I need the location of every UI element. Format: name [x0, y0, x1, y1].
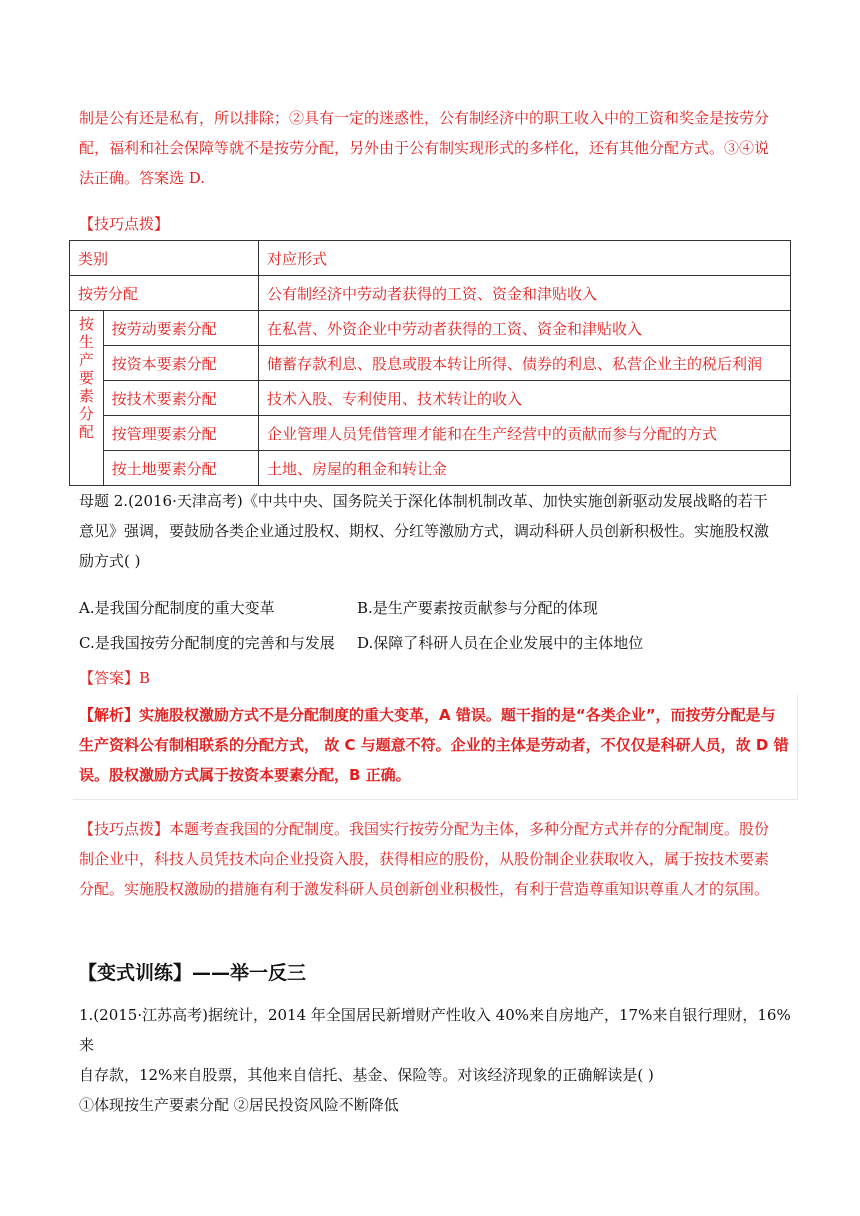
tips-line: 制企业中，科技人员凭技术向企业投资入股，获得相应的股份，从股份制企业获取收入，属于按技术要素 — [79, 850, 770, 868]
table-cell-category: 按管理要素分配 — [103, 416, 258, 451]
question-line: 母题 2.(2016·天津高考)《中共中央、国务院关于深化体制机制改革、加快实施创新驱动发展战略的若干 — [79, 492, 768, 510]
option-a: A.是我国分配制度的重大变革 — [79, 599, 275, 617]
option-d: D.保障了科研人员在企业发展中的主体地位 — [357, 634, 644, 652]
table-cell-form: 公有制经济中劳动者获得的工资、资金和津贴收入 — [259, 276, 791, 311]
question-line: 自存款，12%来自股票，其他来自信托、基金、保险等。对该经济现象的正确解读是( ) — [79, 1066, 654, 1084]
table-row — [70, 276, 791, 311]
intro-line: 配，福利和社会保障等就不是按劳分配，另外由于公有制实现形式的多样化，还有其他分配方式。③④说 — [79, 139, 770, 157]
table-cell-form: 储蓄存款利息、股息或股本转让所得、债券的利息、私营企业主的税后利润 — [259, 346, 791, 381]
analysis-line: 误。股权激励方式属于按资本要素分配，B 正确。 — [79, 766, 411, 784]
table-row — [70, 381, 791, 416]
tips-label: 【技巧点拨】 — [79, 215, 170, 233]
table-cell-form: 在私营、外资企业中劳动者获得的工资、资金和津贴收入 — [259, 311, 791, 346]
table-cell-form: 土地、房屋的租金和转让金 — [259, 451, 791, 486]
table-cell-category: 按技术要素分配 — [103, 381, 258, 416]
answer-value: B — [139, 669, 151, 687]
table-header-form: 对应形式 — [259, 241, 791, 276]
intro-line: 制是公有还是私有，所以排除；②具有一定的迷惑性，公有制经济中的职工收入中的工资和奖金是按劳分 — [79, 109, 770, 127]
table-row — [70, 311, 791, 346]
option-b: B.是生产要素按贡献参与分配的体现 — [357, 599, 598, 617]
table-cell-category: 按劳动要素分配 — [103, 311, 258, 346]
table-cell-category: 按土地要素分配 — [103, 451, 258, 486]
answer — [79, 668, 150, 688]
tips-line: 本题考查我国的分配制度。我国实行按劳分配为主体，多种分配方式并存的分配制度。股份 — [169, 820, 770, 838]
question-line: ①体现按生产要素分配 ②居民投资风险不断降低 — [79, 1096, 399, 1114]
intro-line: 法正确。答案选 D. — [79, 169, 206, 187]
section-title: 【变式训练】——举一反三 — [78, 962, 307, 984]
option-c: C.是我国按劳分配制度的完善和与发展 — [79, 634, 335, 652]
table-row — [70, 241, 791, 276]
tips-line: 分配。实施股权激励的措施有利于激发科研人员创新创业积极性，有利于营造尊重知识尊重人才的氛围。 — [79, 880, 770, 898]
question-line: 1.(2015·江苏高考)据统计，2014 年全国居民新增财产性收入 40%来自房地产，17%来自银行理财，16%来 — [79, 1006, 791, 1054]
question-2 — [79, 486, 793, 576]
distribution-table — [69, 240, 791, 486]
group-label-vertical: 按 生 产 要 素 分 配 — [70, 311, 104, 486]
tips-paragraph — [79, 814, 793, 904]
table-cell-category: 按劳分配 — [70, 276, 259, 311]
analysis-line: 【解析】实施股权激励方式不是分配制度的重大变革，A 错误。题干指的是“各类企业”，而按劳分配是与 — [79, 706, 776, 724]
table-row — [70, 346, 791, 381]
question-3 — [79, 1000, 793, 1120]
analysis-box — [73, 694, 798, 800]
answer-label: 【答案】 — [79, 669, 140, 687]
question-line: 意见》强调，要鼓励各类企业通过股权、期权、分红等激励方式，调动科研人员创新积极性。实施股权激 — [79, 522, 770, 540]
table-row — [70, 416, 791, 451]
intro-paragraph — [79, 103, 793, 193]
analysis-line: 生产资料公有制相联系的分配方式， 故 C 与题意不符。企业的主体是劳动者，不仅仅是科研人员，故 D 错 — [79, 736, 789, 754]
table-row — [70, 451, 791, 486]
table-header-category: 类别 — [70, 241, 259, 276]
table-cell-form: 技术入股、专利使用、技术转让的收入 — [259, 381, 791, 416]
tips-label: 【技巧点拨】 — [79, 820, 170, 838]
table-cell-form: 企业管理人员凭借管理才能和在生产经营中的贡献而参与分配的方式 — [259, 416, 791, 451]
table-cell-category: 按资本要素分配 — [103, 346, 258, 381]
question-line: 励方式( ) — [79, 552, 141, 570]
